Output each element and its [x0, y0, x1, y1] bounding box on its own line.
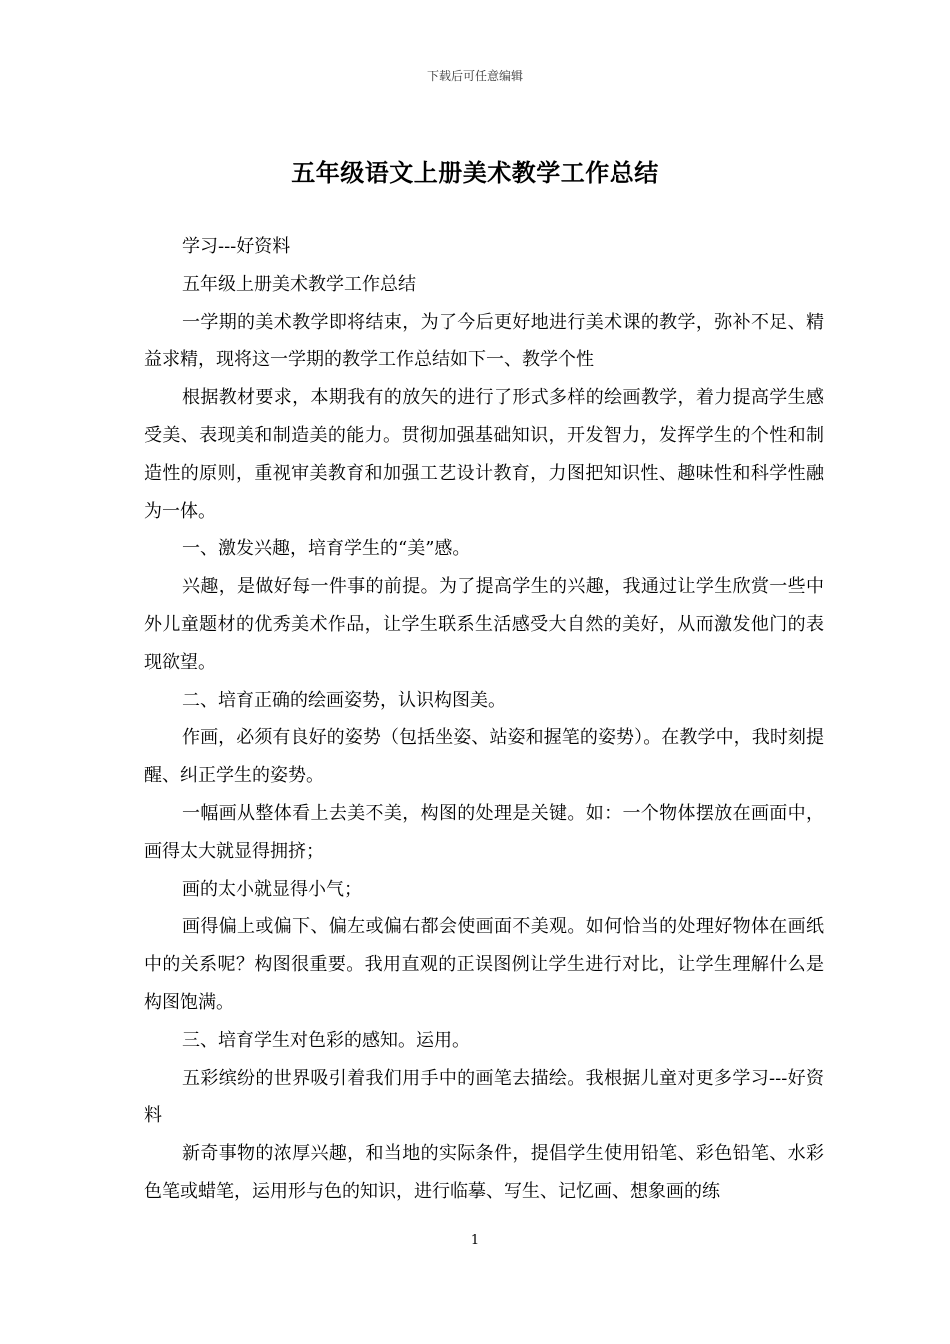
section-heading: 三、培育学生对色彩的感知。运用。	[182, 1029, 470, 1051]
page-number: 1	[470, 1233, 480, 1248]
paragraph: 新奇事物的浓厚兴趣，和当地的实际条件，提倡学生使用铅笔、彩色铅笔、水彩色笔或蜡笔，运用形与色的知识，进行临摹、写生、记忆画、想象画的练	[144, 1143, 824, 1202]
paragraph: 一学期的美术教学即将结束，为了今后更好地进行美术课的教学，弥补不足、精益求精，现将这一学期的教学工作总结如下一、教学个性	[144, 311, 824, 371]
paragraph: 画的太小就显得小气；	[182, 878, 362, 900]
paragraph: 五年级上册美术教学工作总结	[182, 273, 416, 295]
section-heading: 二、培育正确的绘画姿势，认识构图美。	[182, 689, 506, 711]
section-heading: 一、激发兴趣，培育学生的“美”感。	[182, 538, 471, 560]
paragraph: 根据教材要求，本期我有的放矢的进行了形式多样的绘画教学，着力提高学生感受美、表现美和制造美的能力。贯彻加强基础知识，开发智力，发挥学生的个性和制造性的原则，重视审美教育和加强工艺设计教育，力图把知识性、趣味性和科学性融为一体。	[144, 387, 824, 522]
paragraph: 学习---好资料	[182, 236, 291, 257]
paragraph: 五彩缤纷的世界吸引着我们用手中的画笔去描绘。我根据儿童对更多学习---好资料	[144, 1067, 824, 1127]
header-note: 下载后可任意编辑	[426, 69, 523, 83]
document-body	[144, 228, 824, 1211]
paragraph: 兴趣，是做好每一件事的前提。为了提高学生的兴趣，我通过让学生欣赏一些中外儿童题材的优秀美术作品，让学生联系生活感受大自然的美好，从而激发他门的表现欲望。	[144, 576, 824, 673]
paragraph: 一幅画从整体看上去美不美，构图的处理是关键。如：一个物体摆放在画面中，画得太大就显得拥挤；	[144, 802, 824, 862]
paragraph: 画得偏上或偏下、偏左或偏右都会使画面不美观。如何恰当的处理好物体在画纸中的关系呢？构图很重要。我用直观的正误图例让学生进行对比，让学生理解什么是构图饱满。	[144, 916, 824, 1013]
document-title: 五年级语文上册美术教学工作总结	[291, 158, 659, 187]
paragraph: 作画，必须有良好的姿势（包括坐姿、站姿和握笔的姿势）。在教学中，我时刻提醒、纠正学生的姿势。	[144, 727, 824, 787]
